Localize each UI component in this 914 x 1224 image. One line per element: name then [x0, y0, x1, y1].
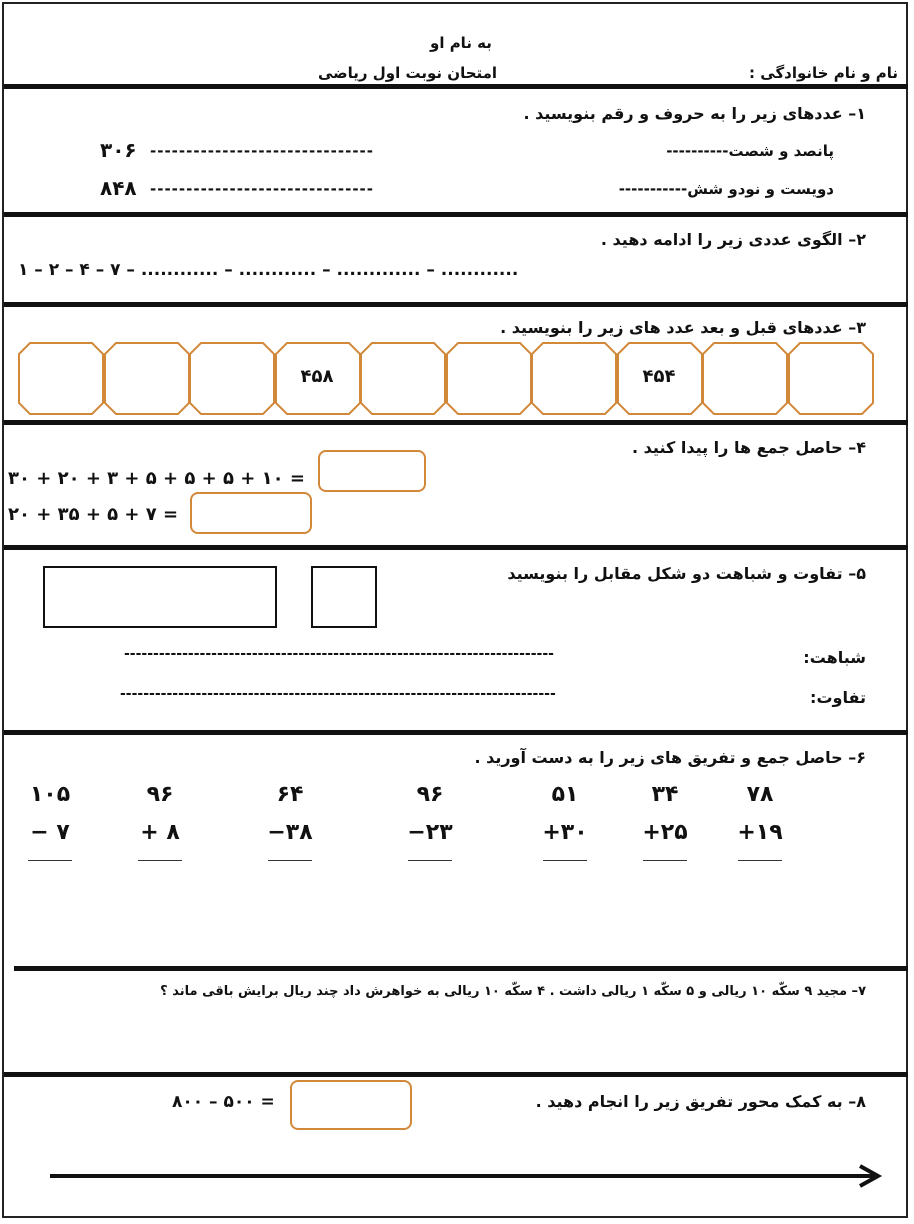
problem-bottom-number: −۳۸ [267, 820, 313, 845]
problem-bottom-number: +۳۰ [542, 820, 588, 845]
difference-label: تفاوت: [810, 688, 866, 707]
number-cell[interactable] [18, 342, 103, 415]
divider [4, 84, 908, 89]
q1-row1-number: ۳۰۶ [100, 138, 137, 162]
problem-bottom-number: −۲۳ [407, 820, 453, 845]
number-line-arrow [48, 1160, 888, 1190]
number-cell-value: ۴۵۸ [300, 366, 334, 387]
problem-bottom-number: − ۷ [30, 820, 70, 845]
number-cell[interactable] [446, 342, 531, 415]
answer-line [643, 860, 687, 861]
q6-title: ۶– حاصل جمع و تفریق های زیر را به دست آورید . [474, 748, 866, 767]
problem-bottom-number: +۱۹ [737, 820, 783, 845]
rectangle-shape [43, 566, 277, 628]
q2-title: ۲– الگوی عددی زیر را ادامه دهید . [600, 230, 866, 249]
problem-top-number: ۷۸ [746, 782, 774, 807]
problem-top-number: ۶۴ [276, 782, 304, 807]
q4-title: ۴– حاصل جمع ها را پیدا کنید . [632, 438, 866, 457]
q8-answer-box[interactable] [290, 1080, 412, 1130]
q2-pattern: ۱ – ۲ – ۴ – ۷ – ............ – ............ – ............. – ............ [18, 260, 519, 280]
problem-top-number: ۹۶ [416, 782, 444, 807]
problem-bottom-number: +۲۵ [642, 820, 688, 845]
similarity-label: شباهت: [803, 648, 866, 667]
problem-bottom-number: + ۸ [140, 820, 180, 845]
q4-expression-1: ۳۰ + ۲۰ + ۳ + ۵ + ۵ + ۵ + ۱۰ = [8, 468, 305, 489]
number-cell[interactable] [189, 342, 274, 415]
number-cell[interactable] [531, 342, 616, 415]
q5-title: ۵– تفاوت و شباهت دو شکل مقابل را بنویسید [507, 564, 866, 583]
problem-top-number: ۵۱ [551, 782, 579, 807]
number-cell[interactable] [702, 342, 787, 415]
answer-line [738, 860, 782, 861]
exam-title: امتحان نوبت اول ریاضی [318, 64, 498, 82]
q7-text: ۷– مجید ۹ سکّه ۱۰ ریالی و ۵ سکّه ۱ ریالی داشت . ۴ سکّه ۱۰ ریالی به خواهرش داد چند ریال برایش باقی ماند ؟ [160, 984, 866, 999]
top-title: به نام او [430, 34, 492, 52]
divider [4, 420, 908, 425]
square-shape [311, 566, 377, 628]
number-cell[interactable] [104, 342, 189, 415]
q4-expression-2: ۲۰ + ۳۵ + ۵ + ۷ = [8, 504, 179, 525]
problem-top-number: ۱۰۵ [29, 782, 71, 807]
answer-line [268, 860, 312, 861]
divider [14, 966, 908, 971]
q1-row2-number: ۸۴۸ [100, 176, 137, 200]
q1-row2-dashes: ------------------------------- [150, 180, 374, 198]
answer-line [138, 860, 182, 861]
divider [4, 1072, 908, 1077]
problem-top-number: ۳۴ [651, 782, 679, 807]
q4-answer-box-2[interactable] [190, 492, 312, 534]
answer-line [543, 860, 587, 861]
q4-answer-box-1[interactable] [318, 450, 426, 492]
number-cell[interactable] [617, 342, 702, 415]
similarity-dashes: -------------------------------------------------------------------------- [124, 646, 554, 662]
problem-top-number: ۹۶ [146, 782, 174, 807]
q8-title: ۸– به کمک محور تفریق زیر را انجام دهید . [535, 1092, 866, 1111]
number-cell[interactable] [788, 342, 873, 415]
answer-line [408, 860, 452, 861]
number-cell-value: ۴۵۴ [642, 366, 676, 387]
divider [4, 212, 908, 217]
q1-row1-word: ----------پانصد و شصت [666, 142, 834, 160]
divider [4, 730, 908, 735]
divider [4, 302, 908, 307]
q3-title: ۳– عددهای قبل و بعد عدد های زیر را بنویسید . [500, 318, 866, 337]
divider [4, 545, 908, 550]
q8-expression: ۸۰۰ – ۵۰۰ = [172, 1092, 275, 1112]
answer-line [28, 860, 72, 861]
q1-title: ۱– عددهای زیر را به حروف و رقم بنویسید . [523, 104, 866, 123]
difference-dashes: --------------------------------------------------------------------------- [120, 686, 556, 702]
q1-row1-dashes: ------------------------------- [150, 142, 374, 160]
number-cell[interactable] [275, 342, 360, 415]
q1-row2-word: -----------دویست و نودو شش [618, 180, 834, 198]
number-cell[interactable] [360, 342, 445, 415]
name-label: نام و نام خانوادگی : [749, 64, 898, 82]
